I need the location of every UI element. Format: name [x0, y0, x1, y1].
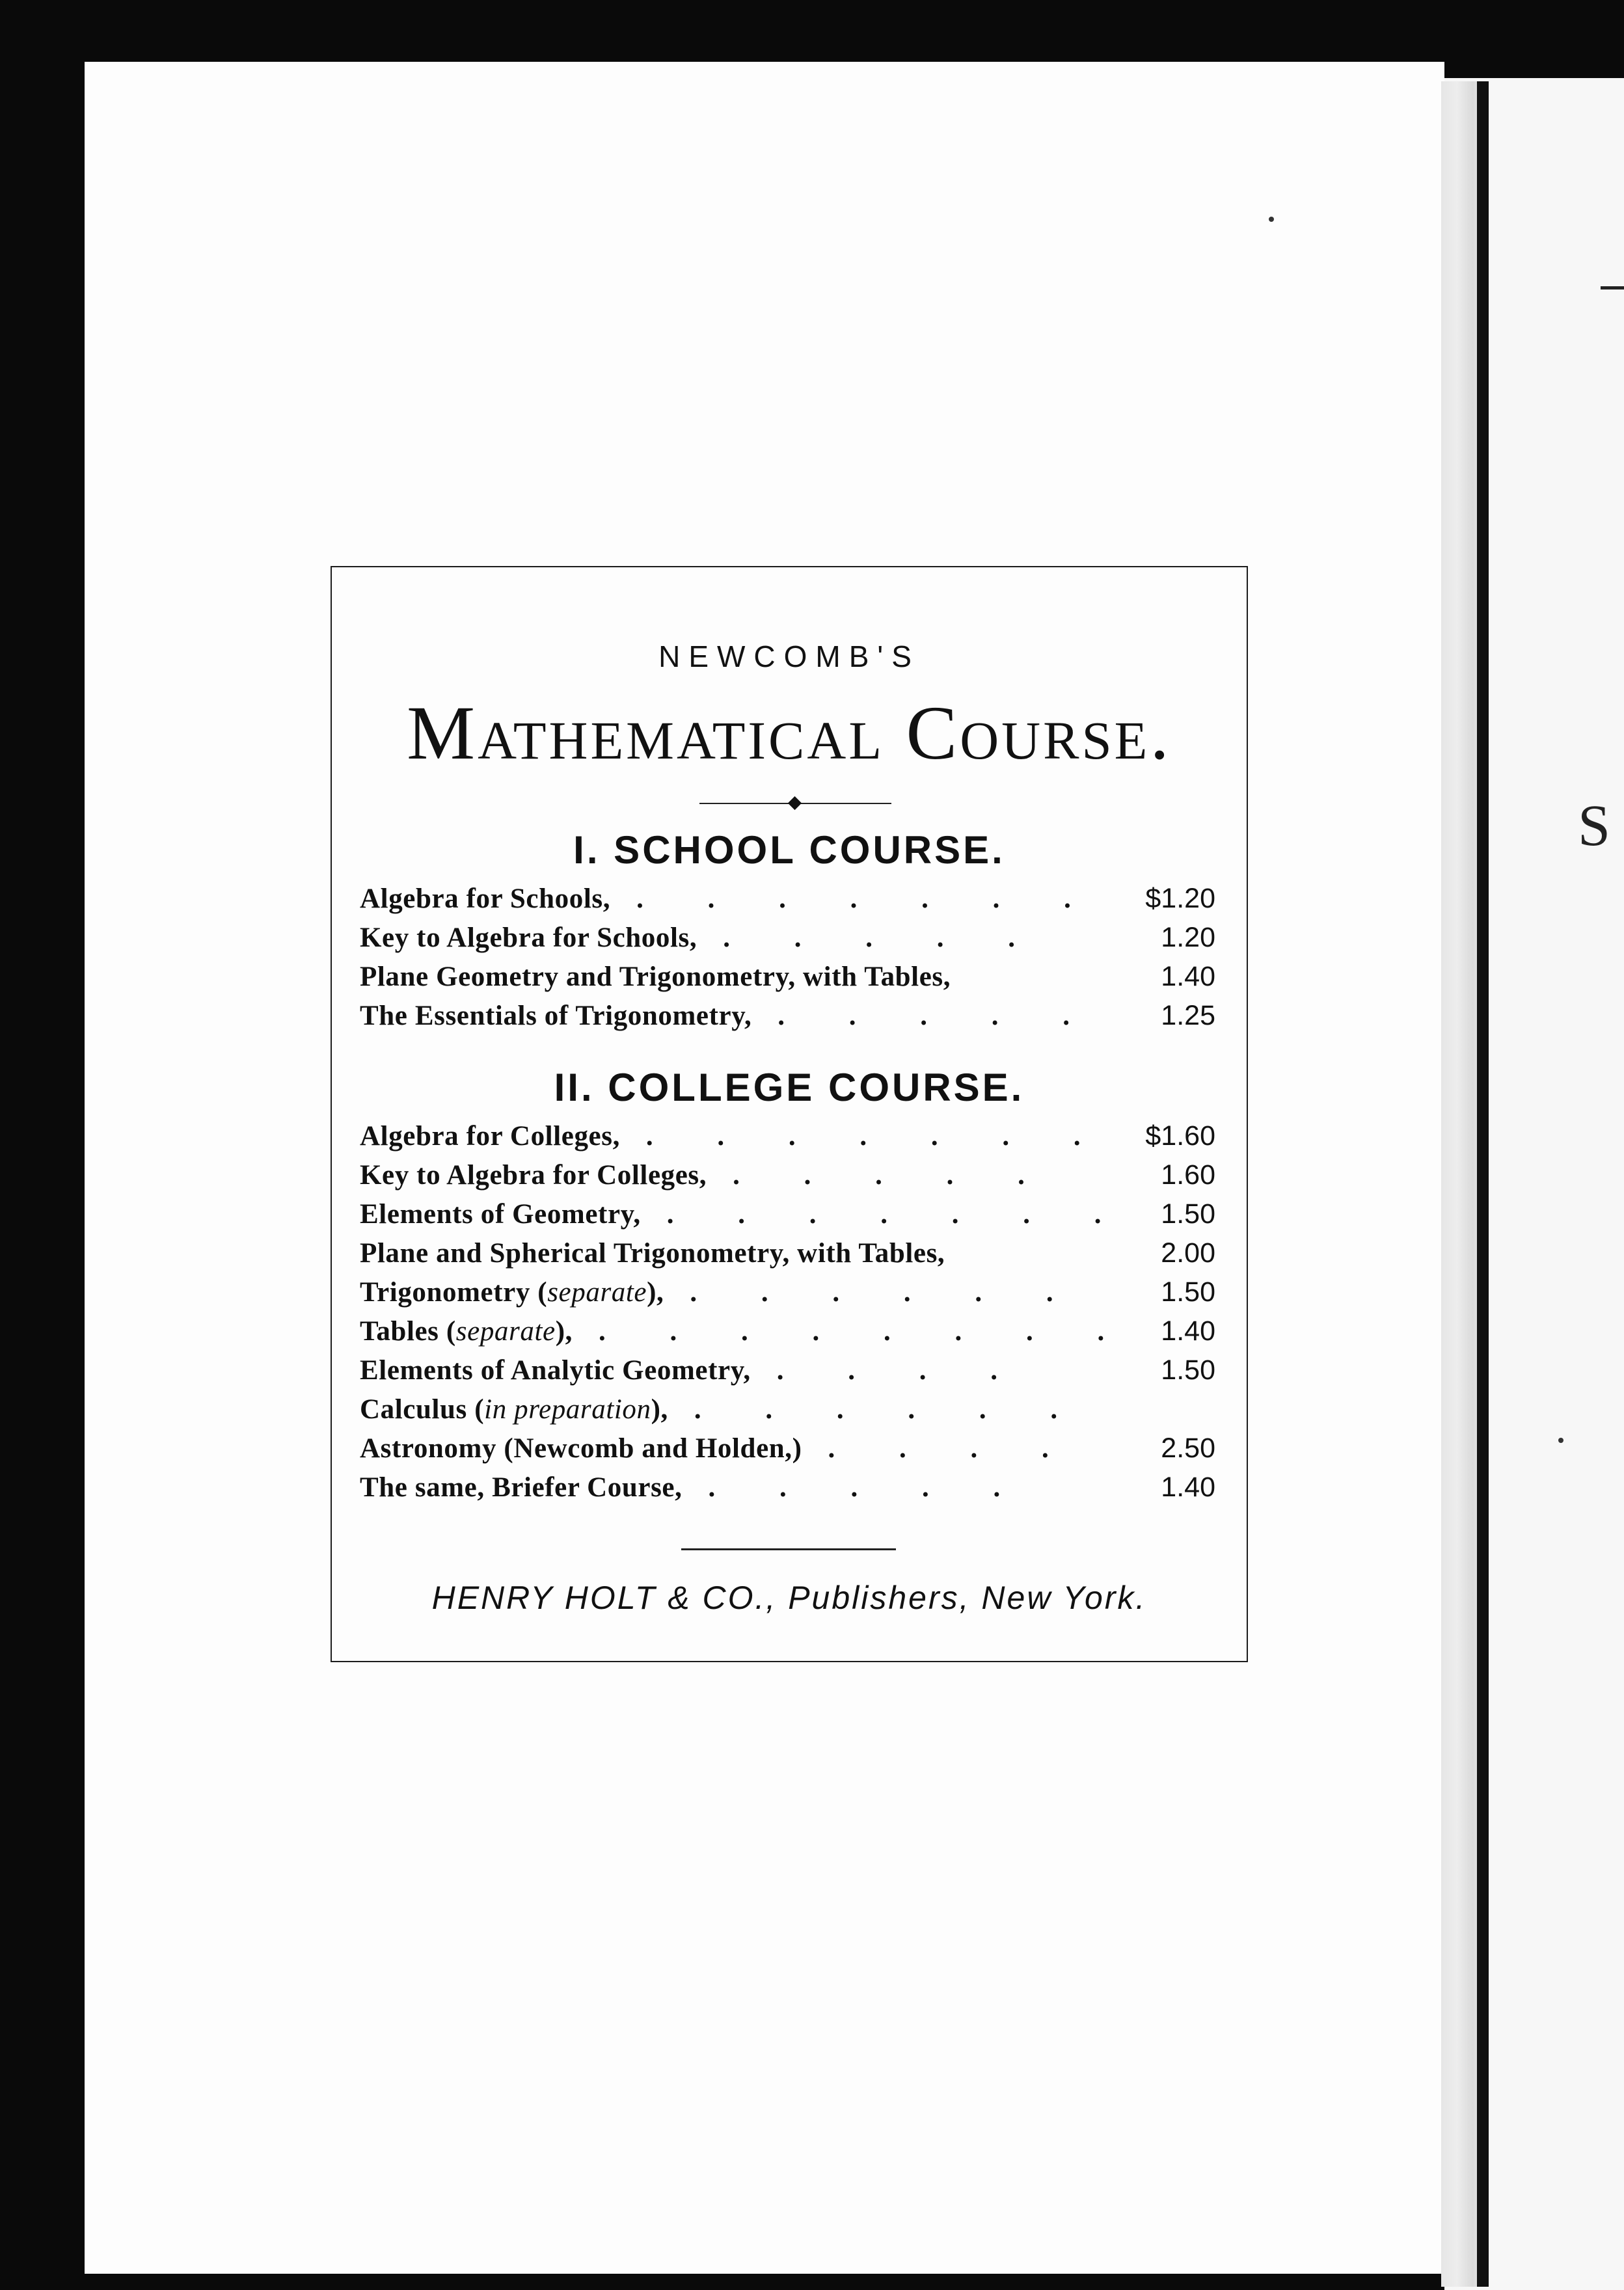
book-title — [360, 1354, 751, 1386]
book-title-text: Plane Geometry and Trigonometry, with Tables, — [360, 962, 951, 992]
leader-dots: . . . . . — [733, 1160, 1053, 1191]
book-title-text: The same, Briefer Course, — [360, 1472, 683, 1503]
book-price: 1.40 — [1161, 961, 1215, 992]
book-price: 2.50 — [1161, 1433, 1215, 1464]
book-title — [360, 1472, 682, 1503]
book-title-text: Key to Algebra for Colleges, — [360, 1160, 707, 1191]
author-line: NEWCOMB'S — [658, 640, 920, 673]
book-title-suffix: ), — [651, 1394, 668, 1425]
scan-speck — [1269, 217, 1274, 222]
book-title-note: separate — [547, 1277, 647, 1308]
adjacent-page-rule — [1601, 286, 1624, 290]
price-list-row — [360, 961, 1215, 1000]
book-title-text: Algebra for Schools, — [360, 883, 611, 914]
book-title-suffix: ), — [647, 1277, 664, 1308]
book-title — [360, 1120, 620, 1152]
section-heading: II. COLLEGE COURSE. — [554, 1066, 1025, 1109]
book-price: 1.50 — [1161, 1354, 1215, 1386]
book-title — [360, 1198, 641, 1230]
leader-dots: . . . . . . . . — [598, 1316, 1133, 1347]
leader-dots: . . . . . . — [690, 1277, 1082, 1308]
leader-dots: . . . . — [776, 1355, 1027, 1386]
book-price: 1.40 — [1161, 1315, 1215, 1347]
book-price: 2.00 — [1161, 1237, 1215, 1269]
price-list-row — [360, 1354, 1215, 1394]
leader-dots: . . . . . . — [694, 1394, 1087, 1425]
book-title — [360, 1433, 802, 1464]
book-price: 1.50 — [1161, 1276, 1215, 1308]
book-title-text: Trigonometry ( — [360, 1277, 548, 1308]
book-title-text: Elements of Analytic Geometry, — [360, 1355, 751, 1386]
book-title — [360, 1159, 707, 1191]
book-price: 1.25 — [1161, 1000, 1215, 1031]
book-title — [360, 1315, 573, 1347]
book-title-text: Key to Algebra for Schools, — [360, 923, 697, 953]
book-title-note: in preparation — [484, 1394, 651, 1425]
book-title — [360, 922, 697, 954]
book-title-text: Astronomy (Newcomb and Holden,) — [360, 1433, 802, 1464]
book-title — [360, 1394, 668, 1425]
price-list-row — [360, 922, 1215, 961]
section-heading: I. SCHOOL COURSE. — [573, 828, 1005, 872]
spine-shadow — [1477, 81, 1489, 2287]
price-list-row — [360, 883, 1215, 922]
price-list-row — [360, 1159, 1215, 1198]
price-list-row — [360, 1120, 1215, 1159]
leader-dots: . . . . . . . — [636, 883, 1100, 914]
leader-dots: . . . . . — [723, 923, 1044, 953]
book-price: 1.60 — [1161, 1159, 1215, 1191]
book-title — [360, 1237, 945, 1269]
leader-dots: . . . . . . . — [645, 1121, 1109, 1152]
book-title — [360, 883, 610, 915]
divider-rule — [681, 1548, 896, 1550]
ornament-diamond — [788, 796, 802, 810]
book-title-note: separate — [455, 1316, 556, 1347]
book-title-text: Tables ( — [360, 1316, 456, 1347]
book-title-text: Algebra for Colleges, — [360, 1121, 620, 1152]
adjacent-page-fragment: S — [1578, 794, 1611, 858]
price-list-row — [360, 1237, 1215, 1276]
price-list-row — [360, 1394, 1215, 1433]
book-price: $1.60 — [1145, 1120, 1215, 1152]
leader-dots: . . . . — [828, 1433, 1077, 1464]
price-list-row — [360, 1276, 1215, 1315]
book-price: $1.20 — [1145, 883, 1215, 914]
advertisement-box — [331, 566, 1248, 1662]
publisher-imprint: HENRY HOLT & CO., Publishers, New York. — [431, 1580, 1147, 1616]
book-title-text: Elements of Geometry, — [360, 1199, 641, 1230]
leader-dots: . . . . . — [708, 1472, 1029, 1503]
book-title-text: The Essentials of Trigonometry, — [360, 1001, 752, 1031]
book-price: 1.40 — [1161, 1472, 1215, 1503]
price-list-row — [360, 1198, 1215, 1237]
price-list-row — [360, 1315, 1215, 1354]
book-title — [360, 1276, 664, 1308]
book-title-text: Plane and Spherical Trigonometry, with Tables, — [360, 1238, 945, 1269]
book-price: 1.50 — [1161, 1198, 1215, 1230]
leader-dots: . . . . . . . — [666, 1199, 1130, 1230]
book-title — [360, 1000, 751, 1032]
price-list-row — [360, 1000, 1215, 1039]
scan-speck — [1558, 1438, 1563, 1443]
price-list-row — [360, 1433, 1215, 1472]
book-price: 1.20 — [1161, 922, 1215, 953]
book-title-text: Calculus ( — [360, 1394, 485, 1425]
book-title — [360, 961, 951, 993]
price-list-row — [360, 1472, 1215, 1511]
book-title-suffix: ), — [555, 1316, 573, 1347]
ad-title: Mathematical Course. — [407, 690, 1172, 775]
leader-dots: . . . . . — [778, 1001, 1099, 1031]
